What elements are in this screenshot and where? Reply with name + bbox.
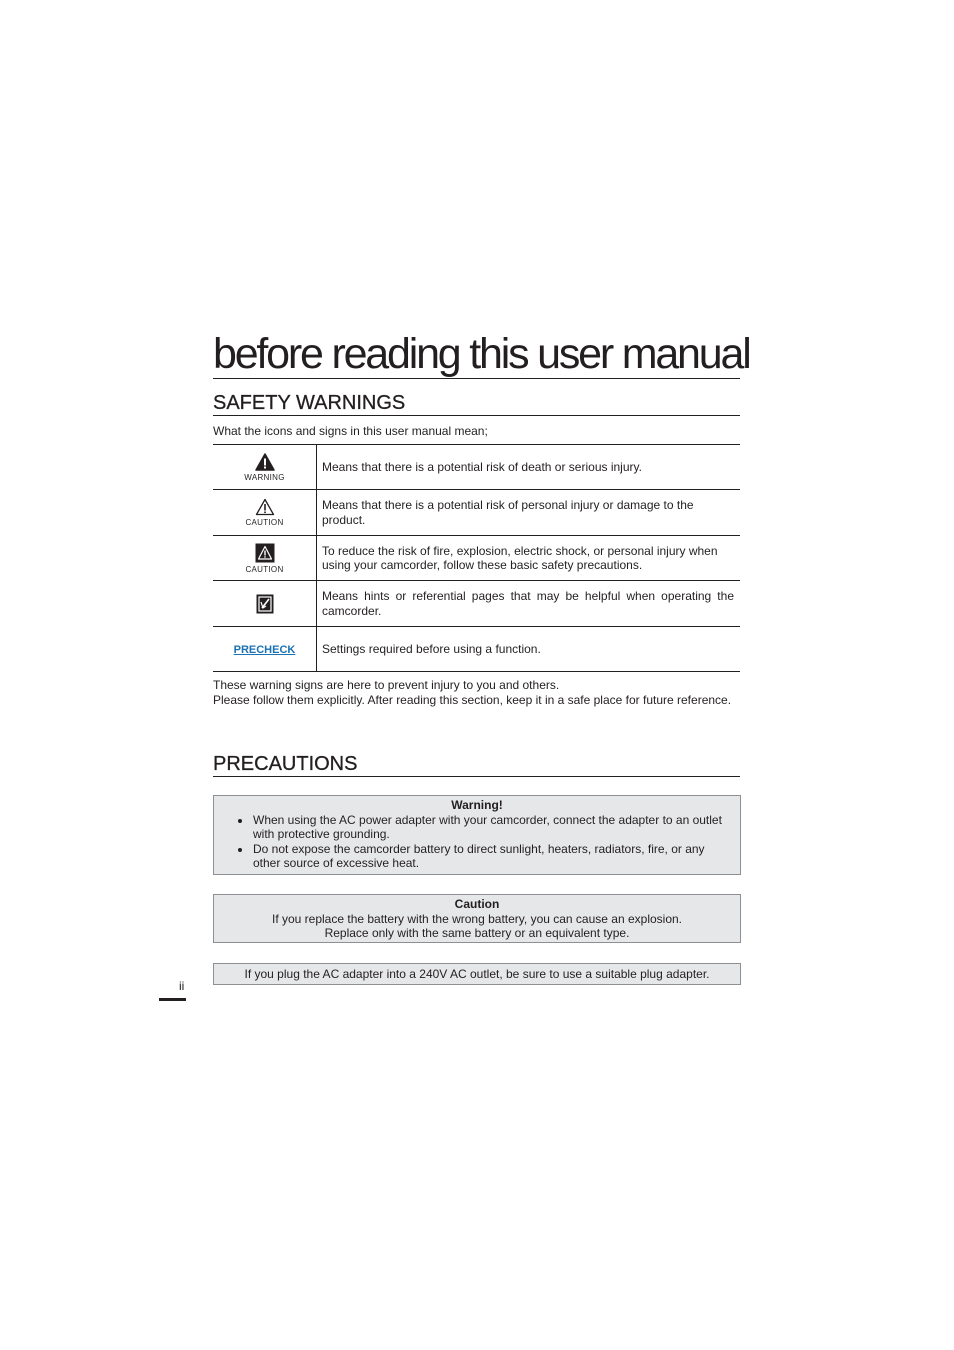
safety-notice-line: Please follow them explicitly. After reading this section, keep it in a safe place for future reference. bbox=[213, 692, 732, 707]
note-description: Means hints or referential pages that may be helpful when operating the camcorder. bbox=[317, 581, 741, 627]
warning-list bbox=[214, 813, 740, 871]
precautions-heading: PRECAUTIONS bbox=[213, 753, 740, 777]
safety-notice-line: These warning signs are here to prevent injury to you and others. bbox=[213, 678, 560, 692]
safety-precautions-description: To reduce the risk of fire, explosion, electric shock, or personal injury when using your camcorder, follow these basic safety precautions. bbox=[317, 536, 741, 581]
caution-box bbox=[213, 894, 741, 943]
caution-filled-label: CAUTION bbox=[245, 564, 284, 574]
warning-box-title: Warning! bbox=[451, 798, 503, 812]
safety-warnings-heading: SAFETY WARNINGS bbox=[213, 392, 740, 416]
caution-description: Means that there is a potential risk of personal injury or damage to the product. bbox=[317, 490, 741, 536]
table-row bbox=[213, 627, 740, 672]
precheck-link[interactable]: PRECHECK bbox=[233, 644, 296, 656]
caution-filled-icon bbox=[213, 543, 316, 563]
safety-notice bbox=[213, 678, 740, 707]
caution-label: CAUTION bbox=[245, 518, 284, 527]
list-item: • When using the AC power adapter with your camcorder, connect the adapter to an outlet with protective grounding. bbox=[252, 813, 724, 842]
page-number: ii bbox=[179, 979, 185, 993]
note-icon bbox=[213, 594, 316, 614]
caution-line: Replace only with the same battery or an equivalent type. bbox=[324, 926, 630, 940]
warning-label: WARNING bbox=[244, 472, 285, 482]
plug-adapter-note: If you plug the AC adapter into a 240V AC outlet, be sure to use a suitable plug adapter. bbox=[213, 963, 741, 985]
caution-line: If you replace the battery with the wrong battery, you can cause an explosion. bbox=[271, 911, 682, 926]
caution-icon bbox=[213, 498, 316, 516]
warning-box bbox=[213, 795, 741, 875]
table-row bbox=[213, 445, 740, 490]
table-row bbox=[213, 536, 740, 581]
warning-description: Means that there is a potential risk of death or serious injury. bbox=[317, 445, 741, 490]
precheck-description: Settings required before using a function. bbox=[317, 627, 741, 672]
caution-box-title: Caution bbox=[454, 897, 500, 911]
page-number-bar bbox=[159, 998, 186, 1001]
table-row bbox=[213, 581, 740, 627]
warning-icon bbox=[213, 453, 316, 471]
safety-intro: What the icons and signs in this user manual mean; bbox=[213, 424, 488, 438]
list-item: • Do not expose the camcorder battery to direct sunlight, heaters, radiators, fire, or any other source of excessive heat. bbox=[252, 842, 724, 871]
table-row bbox=[213, 490, 740, 536]
icon-legend-table bbox=[213, 444, 740, 672]
page-title: before reading this user manual bbox=[213, 330, 750, 378]
